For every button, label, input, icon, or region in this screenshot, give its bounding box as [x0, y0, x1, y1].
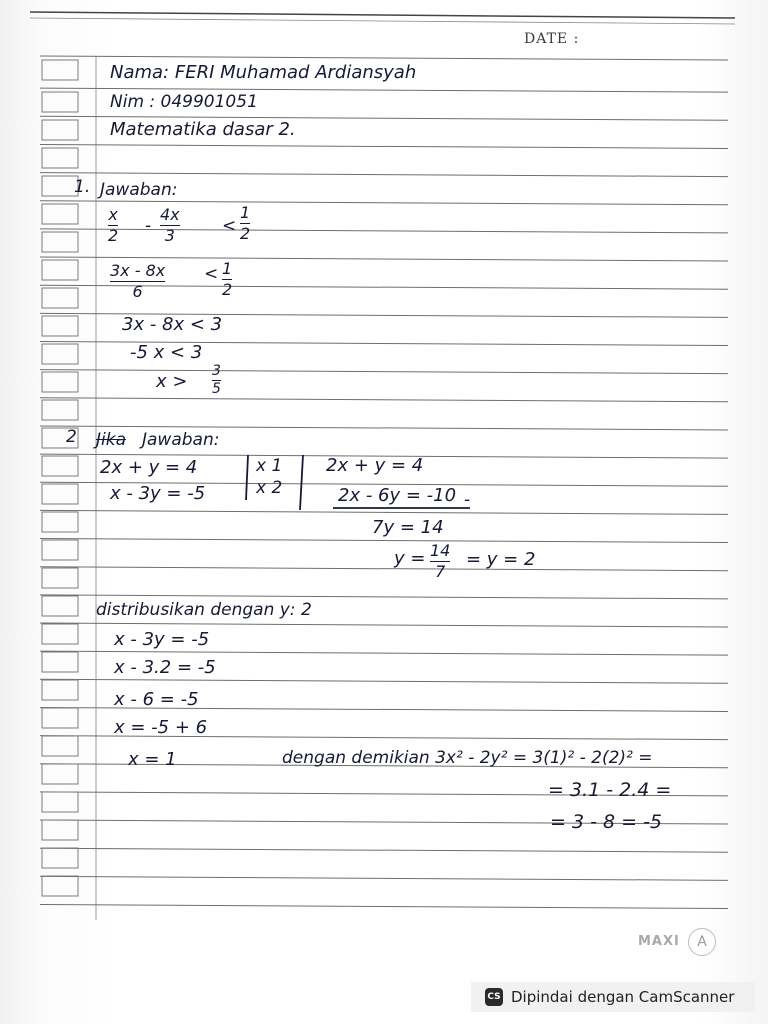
- substitution-line: x - 6 = -5: [114, 689, 199, 710]
- q1-step3: 3x - 8x < 3: [122, 314, 223, 335]
- conclusion-line3: = 3 - 8 = -5: [550, 811, 663, 833]
- q2-elim-op: -: [464, 490, 471, 510]
- camscanner-text: Dipindai dengan CamScanner: [511, 988, 735, 1006]
- q1-step2-frac-c: 1 2: [222, 259, 233, 299]
- notebook-brand: MAXI: [638, 934, 680, 949]
- student-name: Nama: FERI Muhamad Ardiansyah: [110, 62, 417, 83]
- q1-step2-rel: <: [204, 264, 219, 284]
- q2-mult2: x 2: [256, 478, 283, 498]
- q2-number: 2: [66, 427, 77, 447]
- q1-step5-lhs: x >: [156, 371, 188, 392]
- q1-step4: -5 x < 3: [130, 342, 203, 363]
- q2-eq2: x - 3y = -5: [110, 483, 206, 504]
- substitution-line: x = 1: [128, 749, 177, 770]
- q2-result: 7y = 14: [372, 517, 444, 538]
- conclusion-line1: dengan demikian 3x² - 2y² = 3(1)² - 2(2)² =: [282, 748, 653, 768]
- q1-step5-frac: 3 5: [212, 363, 221, 397]
- substitution-heading: distribusikan dengan y: 2: [96, 600, 312, 620]
- substitution-line: x - 3y = -5: [114, 629, 210, 650]
- conclusion-line2: = 3.1 - 2.4 =: [548, 779, 672, 801]
- brand-logo-icon: A: [688, 928, 716, 956]
- student-nim: Nim : 049901051: [110, 92, 258, 112]
- q1-heading: Jawaban:: [100, 180, 178, 200]
- q2-elim1: 2x + y = 4: [326, 455, 424, 476]
- q1-step2-frac: 3x - 8x 6: [110, 261, 166, 301]
- camscanner-watermark: [471, 982, 755, 1012]
- q2-heading: Jawaban:: [142, 430, 220, 450]
- camscanner-icon: CS: [485, 988, 503, 1006]
- q1-step1-rel: <: [222, 216, 237, 236]
- substitution-line: x = -5 + 6: [114, 717, 208, 738]
- substitution-line: x - 3.2 = -5: [114, 657, 216, 678]
- q1-step1-frac-c: 1 2: [240, 203, 251, 243]
- q1-step1-frac-b: 4x 3: [160, 205, 180, 245]
- q2-eq1: 2x + y = 4: [100, 457, 198, 478]
- q2-y-frac: 14 7: [430, 541, 451, 581]
- q2-y-final: = y = 2: [466, 549, 536, 570]
- q1-step1-frac-a: x 2: [108, 205, 119, 245]
- q2-mult1: x 1: [256, 456, 283, 476]
- q1-number: 1.: [74, 177, 91, 197]
- q2-y-lhs: y =: [394, 548, 426, 569]
- q2-elim2: 2x - 6y = -10: [338, 485, 457, 506]
- q1-step1-op: -: [145, 216, 152, 236]
- date-label: DATE :: [524, 31, 580, 47]
- subject-title: Matematika dasar 2.: [110, 119, 296, 140]
- q2-struck-word: Jika: [96, 430, 126, 450]
